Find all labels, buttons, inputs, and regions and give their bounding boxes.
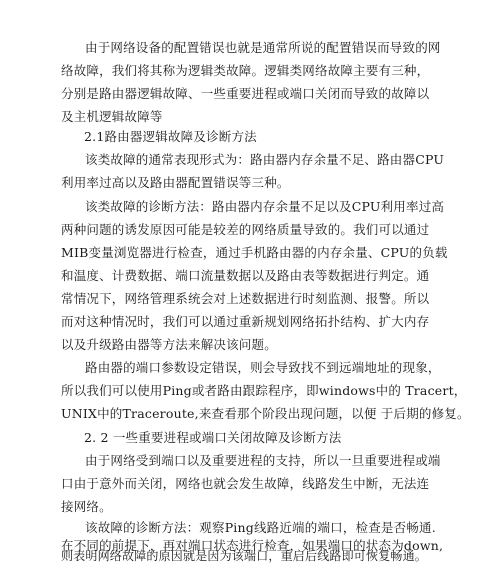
paragraph-2-line-2: 利用率过高以及路由器配置错误等三种。 [61, 175, 290, 190]
paragraph-3-line-3: MIB变量浏览器进行检查，通过手机路由器的内存余量、CPU的负载 [61, 245, 448, 260]
paragraph-5-line-2: 口由于意外而关闭，网络也就会发生故障，线路发生中断，无法连 [61, 476, 430, 491]
paragraph-4-line-1: 路由器的端口参数设定错误，则会导致找不到远端地址的现象， [85, 360, 441, 375]
paragraph-1-line-3: 分别是路由器逻辑故障、一些重要进程或端口关闭而导致的故障以 [61, 86, 430, 101]
paragraph-6-line-2: 在不同的前提下，再对端口状态进行检查，如果端口的状态为down, [61, 538, 444, 553]
section-heading-2-2: 2. 2 一些重要进程或端口关闭故障及诊断方法 [84, 430, 342, 445]
paragraph-3-line-6: 而对这种情况时，我们可以通过重新规划网络拓扑结构、扩大内存 [61, 314, 430, 329]
paragraph-4-line-3: UNIX中的Traceroute,来查看那个阶段出现问题，以便 于后期的修复。 [61, 406, 470, 421]
section-heading-2-1: 2.1路由器逻辑故障及诊断方法 [84, 129, 257, 144]
paragraph-3-line-7: 以及升级路由器等方法来解决该问题。 [61, 337, 277, 352]
paragraph-1-line-4: 及主机逻辑故障等 [61, 109, 163, 124]
paragraph-3-line-2: 两种问题的诱发原因可能是较差的网络质量导致的。我们可以通过 [61, 222, 430, 237]
paragraph-1-line-2: 络故障，我们将其称为逻辑类故障。逻辑类网络故障主要有三种， [61, 63, 430, 78]
paragraph-2-line-1: 该类故障的通常表现形式为：路由器内存余量不足、路由器CPU [85, 152, 445, 167]
paragraph-3-line-5: 常情况下，网络管理系统会对上述数据进行时刻监测、报警。所以 [61, 291, 430, 306]
paragraph-6-line-1: 该故障的诊断方法：观察Ping线路近端的端口，检查是否畅通. [85, 520, 436, 535]
paragraph-3-line-1: 该类故障的诊断方法：路由器内存余量不足以及CPU利用率过高 [85, 199, 445, 214]
paragraph-5-line-1: 由于网络受到端口以及重要进程的支持，所以一旦重要进程或端 [85, 453, 441, 468]
paragraph-6-line-3: 则表明网络故障的原因就是因为该端口，重启后线路即可恢复畅通。 [61, 549, 428, 563]
paragraph-3-line-4: 和温度、计费数据、端口流量数据以及路由表等数据进行判定。通 [61, 268, 430, 283]
paragraph-4-line-2: 所以我们可以使用Ping或者路由跟踪程序，即windows中的 Tracert， [61, 383, 467, 398]
paragraph-5-line-3: 接网络。 [61, 499, 112, 514]
paragraph-1-line-1: 由于网络设备的配置错误也就是通常所说的配置错误而导致的网 [85, 40, 441, 55]
